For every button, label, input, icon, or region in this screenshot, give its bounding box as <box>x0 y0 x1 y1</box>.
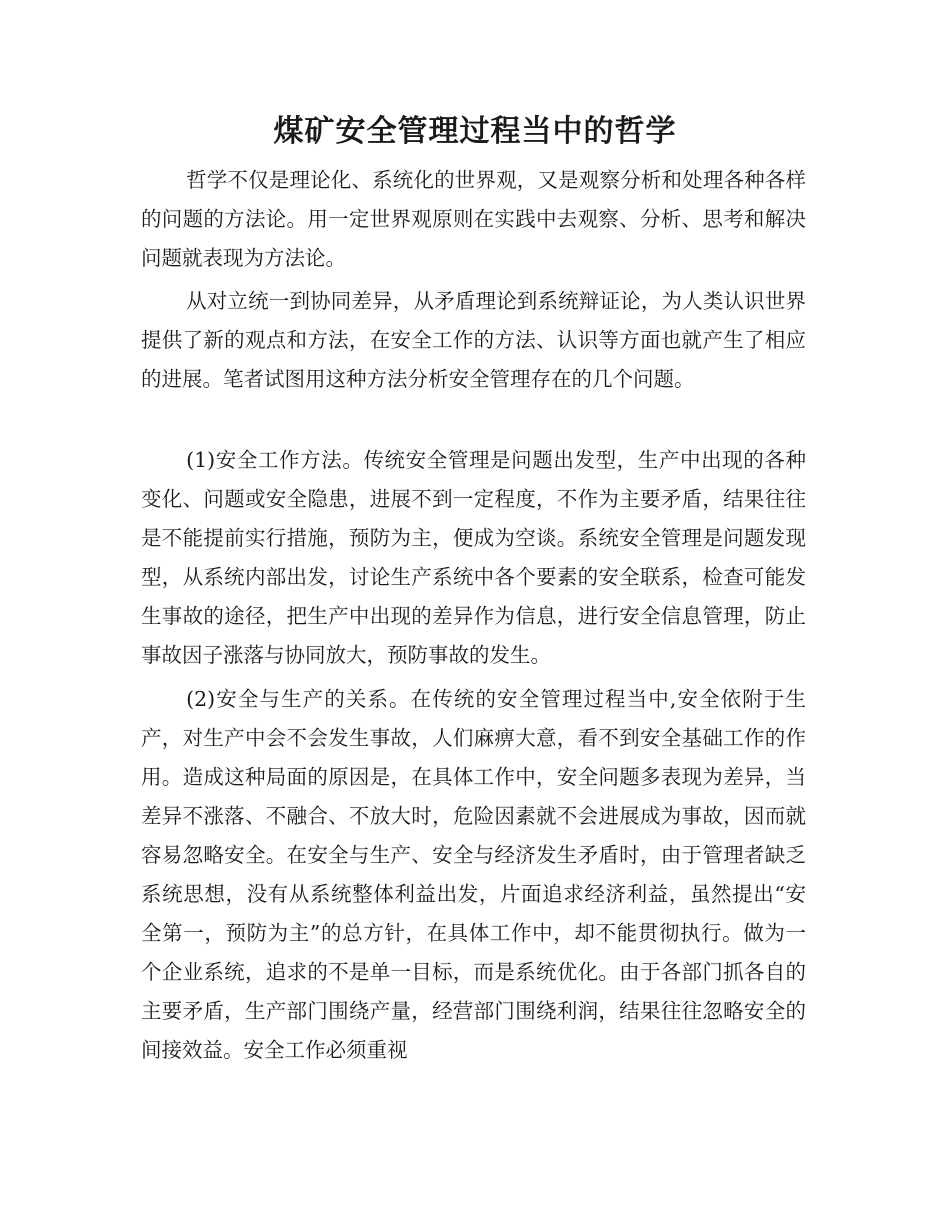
paragraph-philosophy-intro: 哲学不仅是理论化、系统化的世界观，又是观察分析和处理各种各样的问题的方法论。用一定世界观原则在实践中去观察、分析、思考和解决问题就表现为方法论。 <box>141 168 806 270</box>
paragraph-safety-methods: (1)安全工作方法。传统安全管理是问题出发型，生产中出现的各种变化、问题或安全隐患，进展不到一定程度，不作为主要矛盾，结果往往是不能提前实行措施，预防为主，便成为空谈。系统安全管理是问题发现型，从系统内部出发，讨论生产系统中各个要素的安全联系，检查可能发生事故的途径，把生产中出现的差异作为信息，进行安全信息管理，防止事故因子涨落与协同放大，预防事故的发生。 <box>141 448 806 667</box>
paragraph-methodology: 从对立统一到协同差异，从矛盾理论到系统辩证论，为人类认识世界提供了新的观点和方法，在安全工作的方法、认识等方面也就产生了相应的进展。笔者试图用这种方法分析安全管理存在的几个问题。 <box>141 289 806 391</box>
document-title: 煤矿安全管理过程当中的哲学 <box>273 114 677 149</box>
paragraph-safety-production: (2)安全与生产的关系。在传统的安全管理过程当中,安全依附于生产，对生产中会不会发生事故，人们麻痹大意，看不到安全基础工作的作用。造成这种局面的原因是，在具体工作中，安全问题多表现为差异，当差异不涨落、不融合、不放大时，危险因素就不会进展成为事故，因而就容易忽略安全。在安全与生产、安全与经济发生矛盾时，由于管理者缺乏系统思想，没有从系统整体利益出发，片面追求经济利益，虽然提出“安全第一，预防为主”的总方针，在具体工作中，却不能贯彻执行。做为一个企业系统，追求的不是单一目标，而是系统优化。由于各部门抓各自的主要矛盾，生产部门围绕产量，经营部门围绕利润，结果往往忽略安全的间接效益。安全工作必须重视 <box>141 687 806 1062</box>
